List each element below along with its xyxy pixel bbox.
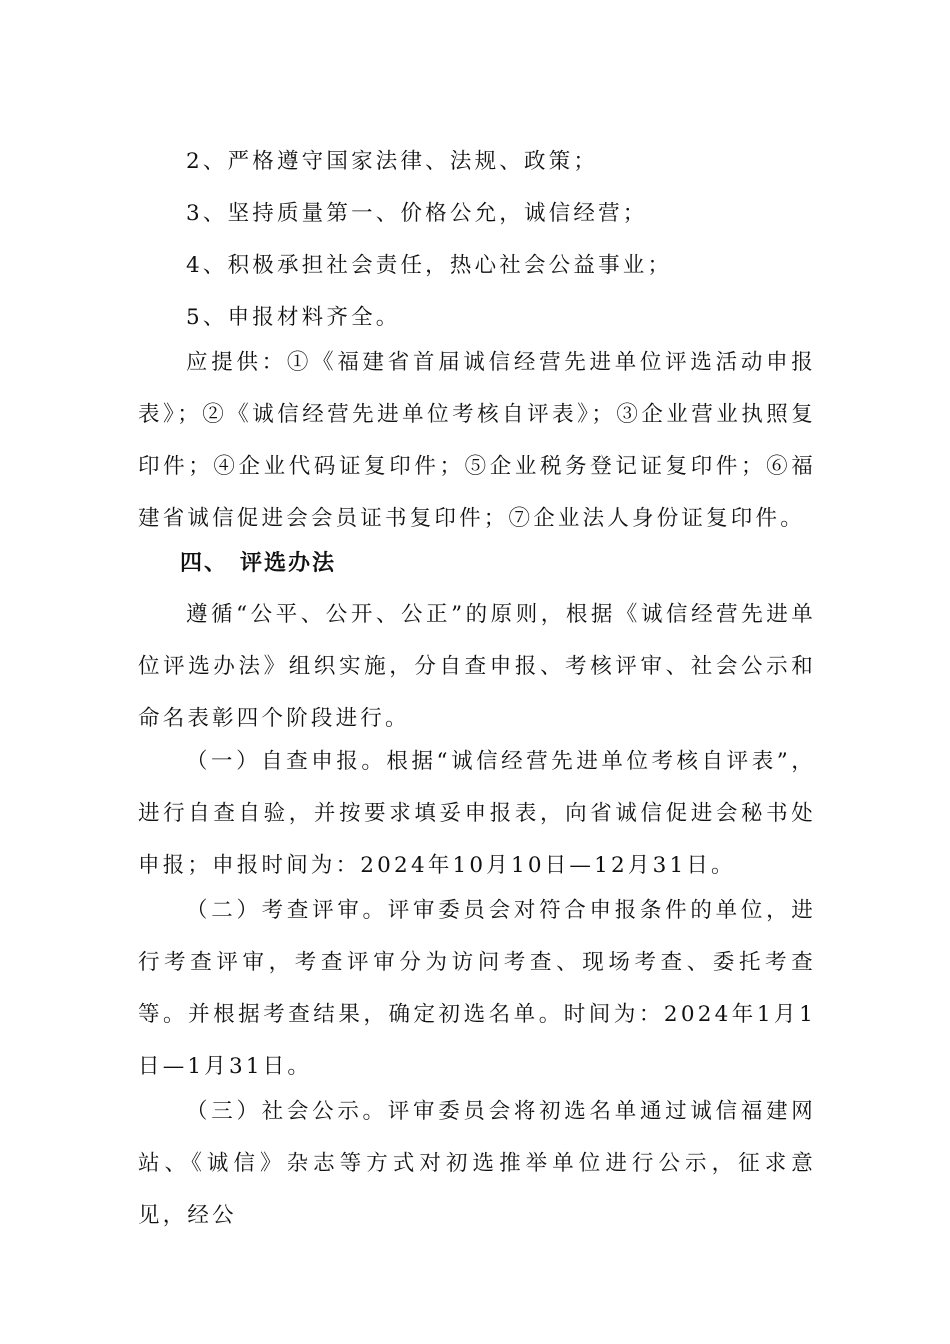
materials-paragraph: 应提供：①《福建省首届诚信经营先进单位评选活动申报表》；②《诚信经营先进单位考核自评表》；③企业营业执照复印件；④企业代码证复印件；⑤企业税务登记证复印件；⑥福建省诚信促进会会员证书复印件；⑦企业法人身份证复印件。 — [138, 350, 816, 531]
list-item-2: 2、严格遵守国家法律、法规、政策； — [186, 149, 599, 174]
step-publicity-paragraph: （三）社会公示。评审委员会将初选名单通过诚信福建网站、《诚信》杂志等方式对初选推举单位进行公示，征求意见，经公 — [138, 1099, 816, 1228]
step-review-paragraph: （二）考查评审。评审委员会对符合申报条件的单位，进行考查评审，考查评审分为访问考查、现场考查、委托考查等。并根据考查结果，确定初选名单。时间为：2024年1月1日—1月31日。 — [138, 898, 816, 1079]
step-self-check-paragraph: （一）自查申报。根据“诚信经营先进单位考核自评表”，进行自查自验，并按要求填妥申报表，向省诚信促进会秘书处申报；申报时间为：2024年10月10日—12月31日。 — [138, 749, 816, 878]
section-heading — [180, 537, 336, 589]
list-item-5: 5、申报材料齐全。 — [186, 305, 401, 330]
section-title: 评选办法 — [240, 550, 337, 576]
list-item-3: 3、坚持质量第一、价格公允，诚信经营； — [186, 201, 648, 226]
method-paragraph: 遵循“公平、公开、公正”的原则，根据《诚信经营先进单位评选办法》组织实施，分自查申报、考核评审、社会公示和命名表彰四个阶段进行。 — [138, 602, 816, 731]
section-number: 四、 — [180, 550, 229, 576]
list-item-4: 4、积极承担社会责任，热心社会公益事业； — [186, 253, 673, 278]
